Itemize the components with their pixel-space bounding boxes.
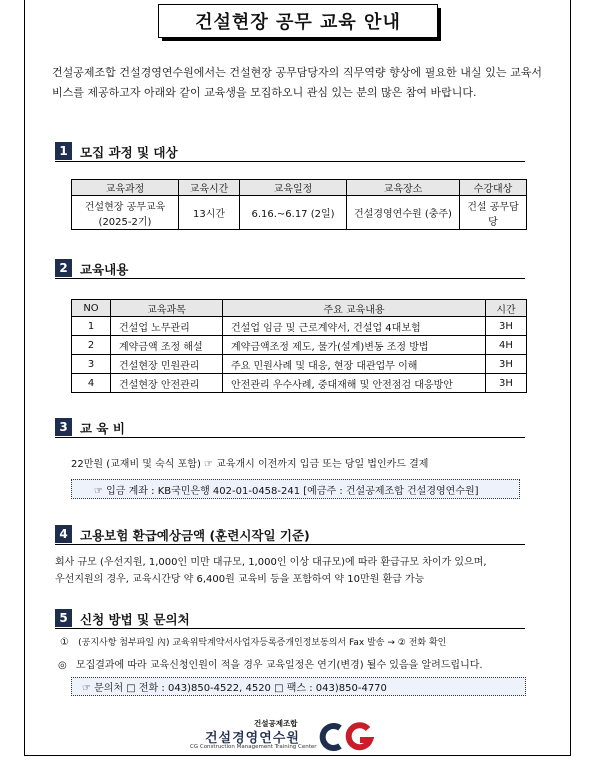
table-row [72,374,527,393]
place-cell: 건설경영연수원 (충주) [347,196,460,230]
header-content: 주요 교육내용 [223,300,486,317]
row-subject: 건설현장 안전관리 [111,374,223,393]
course-cell [72,196,179,230]
circle-one-icon: ① [60,637,69,648]
apply-note [58,656,483,671]
course-table [71,179,527,230]
fee-line: 22만원 (교재비 및 숙식 포함) ☞ 교육개시 이전까지 입금 또는 당일 법인카드 결제 [71,459,429,470]
header-course: 교육과정 [72,180,179,196]
section-number: 2 [55,259,72,277]
section-title: 교육내용 [80,262,129,277]
section-header-4 [55,526,525,545]
row-hours: 3H [486,317,527,336]
header-subject: 교육과목 [111,300,223,317]
section-title: 신청 방법 및 문의처 [80,612,190,627]
row-no: 4 [72,374,111,393]
header-schedule: 교육일정 [240,180,347,196]
row-no: 1 [72,317,111,336]
row-no: 3 [72,355,111,374]
row-content: 주요 민원사례 및 대응, 현장 대관업무 이해 [223,355,486,374]
logo-english: CG Construction Management Training Center [190,744,317,750]
row-content: 계약금액조정 제도, 물가(설계)변동 조정 방법 [223,336,486,355]
header-no: NO [72,300,111,317]
footer-logo [0,718,595,754]
table-row [72,196,527,230]
row-subject: 계약금액 조정 해설 [111,336,223,355]
section-header-5 [55,610,525,629]
intro-paragraph: 건설공제조합 건설경영연수원에서는 건설현장 공무담당자의 직무역량 향상에 필요한 내실 있는 교육서비스를 제공하고자 아래와 같이 교육생을 모집하오니 관심 있는 분의 많은 참여 바랍니다. [52,66,542,99]
header-hours: 교육시간 [179,180,240,196]
title-text: 건설현장 공무 교육 안내 [195,12,401,33]
header-time: 시간 [486,300,527,317]
apply-step-text: (공지사항 첨부파일 內) 교육위탁계약서사업자등록증개인정보동의서 Fax 발송 → ② 전화 확인 [78,638,447,648]
table-row [72,355,527,374]
section-number: 3 [55,418,72,436]
logo-title: 건설경영연수원 [205,731,300,746]
row-content: 안전관리 우수사례, 중대재해 및 안전점검 대응방안 [223,374,486,393]
refund-paragraph [55,554,545,588]
refund-line-2: 우선지원의 경우, 교육시간당 약 6,400원 교육비 등을 포함하여 약 10만원 환급 가능 [55,574,425,585]
contact-box: ☞ 문의처 □ 전화 : 043)850-4522, 4520 □ 팩스 : 043)850-4770 [71,677,526,696]
section-number: 1 [55,142,72,160]
header-target: 수강대상 [460,180,527,196]
row-hours: 3H [486,374,527,393]
row-hours: 3H [486,355,527,374]
table-row [72,317,527,336]
page-title [158,4,438,38]
row-no: 2 [72,336,111,355]
table-row [72,336,527,355]
section-number: 5 [55,609,72,627]
schedule-cell: 6.16.~6.17 (2일) [240,196,347,230]
section-number: 4 [55,525,72,543]
double-circle-icon: ◎ [58,660,67,671]
section-header-2 [55,260,525,279]
header-place: 교육장소 [347,180,460,196]
apply-note-text: 모집결과에 따라 교육신청인원이 적을 경우 교육일정은 연기(변경) 될수 있음을 알려드립니다. [75,660,483,671]
section-title: 모집 과정 및 대상 [80,145,178,160]
section-header-1 [55,143,525,162]
apply-step [60,635,446,648]
content-table [71,299,527,393]
course-name: 건설현장 공무교육 [84,201,166,213]
section-title: 고용보험 환급예상금액 (훈련시작일 기준) [80,528,310,543]
refund-line-1: 회사 규모 (우선지원, 1,000인 미만 대규모, 1,000인 이상 대규모)에 따라 환급규모 차이가 있으며, [55,557,487,568]
hours-cell: 13시간 [179,196,240,230]
row-hours: 4H [486,336,527,355]
cg-logo-icon [318,722,378,752]
row-subject: 건설현장 민원관리 [111,355,223,374]
row-subject: 건설업 노무관리 [111,317,223,336]
section-title: 교 육 비 [80,421,125,436]
section-header-3 [55,419,525,438]
course-term: (2025-2기) [98,216,152,228]
target-cell: 건설 공무담당 [460,196,527,230]
row-content: 건설업 임금 및 근로계약서, 건설업 4대보험 [223,317,486,336]
account-box: ☞ 입금 계좌 : KB국민은행 402-01-0458-241 [예금주 : 건설공제조합 건설경영연수원] [71,479,520,499]
logo-subtitle: 건설공제조합 [254,719,298,728]
